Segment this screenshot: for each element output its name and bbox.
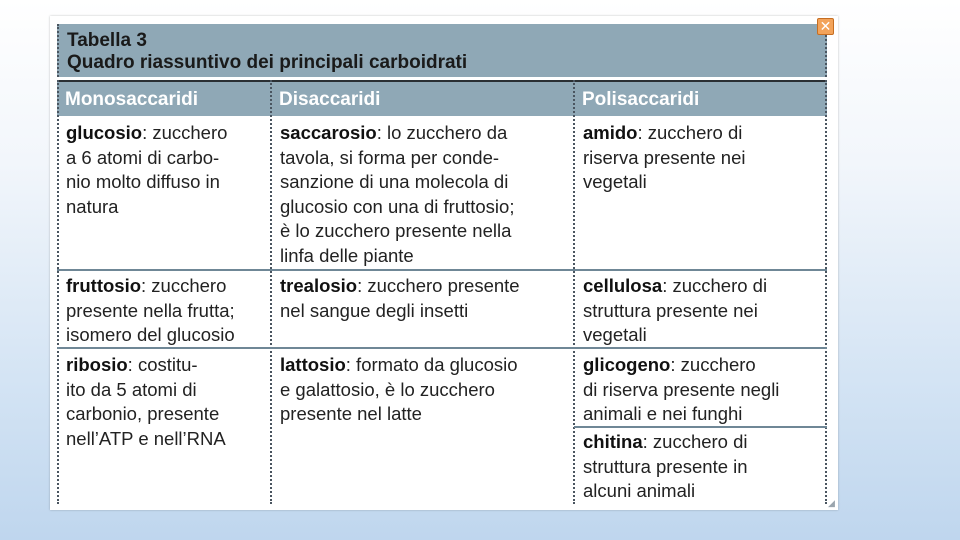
cell-chitina: chitina: zucchero di struttura presente in alcuni animali [583,431,748,501]
column-header-disaccharides: Disaccaridi [279,89,381,110]
image-frame [50,16,838,510]
cell-glicogeno: glicogeno: zucchero di riserva presente negli animali e nei funghi [583,354,780,424]
close-icon[interactable]: ✕ [817,18,834,35]
cell-glucosio: glucosio: zucchero a 6 atomi di carbo- nio molto diffuso in natura [66,122,228,217]
column-header-polysaccharides: Polisaccaridi [582,89,700,110]
row-divider [57,269,827,271]
cell-saccarosio: saccarosio: lo zucchero da tavola, si forma per conde- sanzione di una molecola di glucosio con una di fruttosio; è lo zucchero presente nella linfa delle piante [280,122,515,266]
cell-ribosio: ribosio: costitu- ito da 5 atomi di carbonio, presente nell’ATP e nell’RNA [66,354,226,449]
cell-fruttosio: fruttosio: zucchero presente nella frutta; isomero del glucosio [66,275,235,345]
cell-lattosio: lattosio: formato da glucosio e galattosio, è lo zucchero presente nel latte [280,354,518,424]
table-border-right [825,80,827,504]
table-subtitle: Quadro riassuntivo dei principali carboidrati [67,52,468,73]
carbohydrate-table [57,24,827,504]
cell-trealosio: trealosio: zucchero presente nel sangue degli insetti [280,275,520,321]
table-header-row [57,80,827,116]
cell-amido: amido: zucchero di riserva presente nei vegetali [583,122,746,192]
column-header-monosaccharides: Monosaccaridi [65,89,199,110]
resize-grip-icon[interactable]: ◢ [828,499,835,509]
cell-cellulosa: cellulosa: zucchero di struttura presente nei vegetali [583,275,768,345]
table-title-bar [57,24,827,77]
table-title: Tabella 3 [67,30,147,51]
